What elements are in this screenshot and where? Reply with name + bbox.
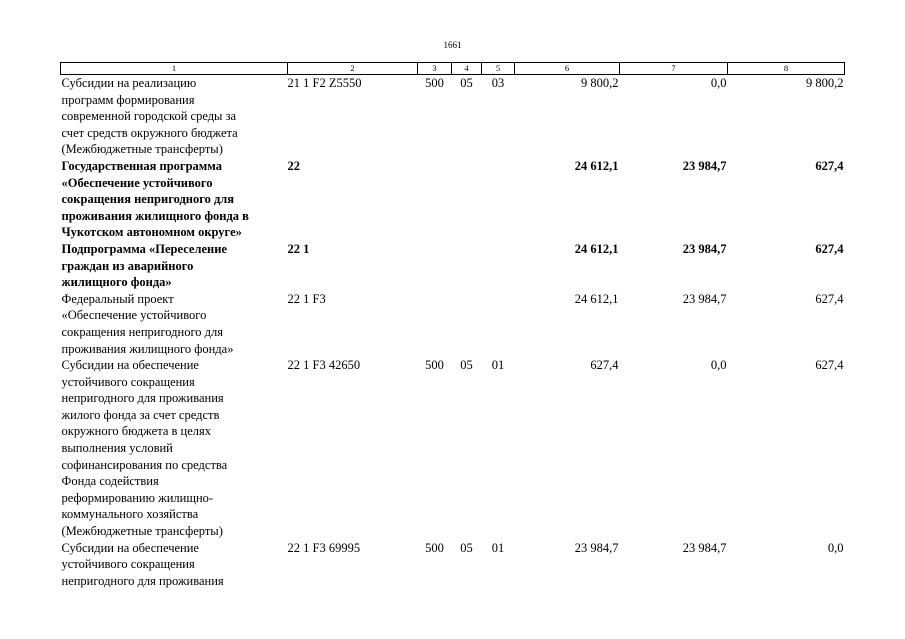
- header-col-6: 6: [515, 63, 620, 75]
- row-target-code: 22 1 F3 42650: [287, 358, 361, 373]
- row-section: 05: [460, 76, 473, 90]
- row-amount-federal: 23 984,7: [682, 291, 727, 306]
- row-subsection: 01: [491, 358, 505, 373]
- row-name: Субсидии на реализацию программ формирования современной городской среды за счет средств окружного бюджета (Межбюджетные трансферты): [61, 76, 238, 157]
- row-amount-total: 23 984,7: [574, 540, 619, 555]
- row-expense-type: [418, 291, 452, 357]
- row-amount-federal: 23 984,7: [682, 241, 727, 256]
- row-name: Субсидии на обеспечение устойчивого сокращения непригодного для проживания жилого фонда за счет средств окружного бюджета в целях выполнения условий софинансирования по средства Фонда содействия реформированию жилищно- коммунального хозяйства (Межбюджетные трансферты): [61, 358, 228, 539]
- header-row: [61, 63, 845, 75]
- row-section: [452, 291, 482, 357]
- table-row: [61, 75, 845, 158]
- header-col-7: 7: [620, 63, 728, 75]
- row-target-code: 22 1 F3: [287, 291, 326, 306]
- row-amount-total: 9 800,2: [581, 76, 619, 90]
- header-col-8: 8: [728, 63, 845, 75]
- row-amount-regional: 627,4: [815, 158, 844, 173]
- table-row: [61, 540, 845, 590]
- row-expense-type: 500: [425, 358, 444, 373]
- header-col-5: 5: [482, 63, 515, 75]
- row-target-code: 22: [287, 158, 300, 173]
- row-subsection: 03: [491, 76, 505, 90]
- row-amount-regional: 627,4: [815, 358, 844, 373]
- row-subsection: 01: [491, 540, 505, 555]
- row-amount-regional: 627,4: [815, 291, 844, 306]
- row-section: [452, 241, 482, 291]
- row-subsection: [482, 158, 515, 241]
- row-target-code: 21 1 F2 Z5550: [287, 76, 362, 90]
- row-expense-type: [418, 158, 452, 241]
- row-section: [452, 158, 482, 241]
- table-header: [61, 63, 845, 75]
- row-section: 05: [460, 540, 473, 555]
- row-name: Федеральный проект «Обеспечение устойчивого сокращения непригодного для проживания жилищного фонда»: [61, 291, 234, 356]
- table-row: [61, 357, 845, 540]
- row-amount-total: 24 612,1: [574, 158, 619, 173]
- row-section: 05: [460, 358, 473, 373]
- row-amount-federal: 23 984,7: [682, 158, 727, 173]
- table-body: [61, 75, 845, 590]
- row-amount-federal: 23 984,7: [682, 540, 727, 555]
- header-col-2: 2: [288, 63, 418, 75]
- table-row: [61, 241, 845, 291]
- row-amount-regional: 9 800,2: [806, 76, 844, 90]
- table-row: [61, 158, 845, 241]
- row-expense-type: 500: [425, 540, 444, 555]
- row-expense-type: [418, 241, 452, 291]
- row-subsection: [482, 291, 515, 357]
- row-target-code: 22 1: [287, 241, 310, 256]
- row-amount-total: 627,4: [590, 358, 619, 373]
- budget-table: [60, 62, 845, 589]
- row-name: Подпрограмма «Переселение граждан из аварийного жилищного фонда»: [61, 241, 227, 290]
- page-number: 1661: [443, 40, 462, 50]
- header-col-3: 3: [418, 63, 452, 75]
- row-name: Субсидии на обеспечение устойчивого сокращения непригодного для проживания: [61, 540, 224, 588]
- row-target-code: 22 1 F3 69995: [287, 540, 361, 555]
- row-name: Государственная программа «Обеспечение устойчивого сокращения непригодного для проживания жилищного фонда в Чукотском автономном округе»: [61, 158, 249, 240]
- row-subsection: [482, 241, 515, 291]
- table-row: [61, 291, 845, 357]
- row-amount-federal: 0,0: [710, 358, 727, 373]
- row-amount-federal: 0,0: [710, 76, 727, 90]
- row-amount-total: 24 612,1: [574, 241, 619, 256]
- header-col-4: 4: [452, 63, 482, 75]
- row-amount-regional: 627,4: [815, 241, 844, 256]
- row-expense-type: 500: [425, 76, 444, 90]
- row-amount-regional: 0,0: [827, 540, 844, 555]
- header-col-1: 1: [61, 63, 288, 75]
- row-amount-total: 24 612,1: [574, 291, 619, 306]
